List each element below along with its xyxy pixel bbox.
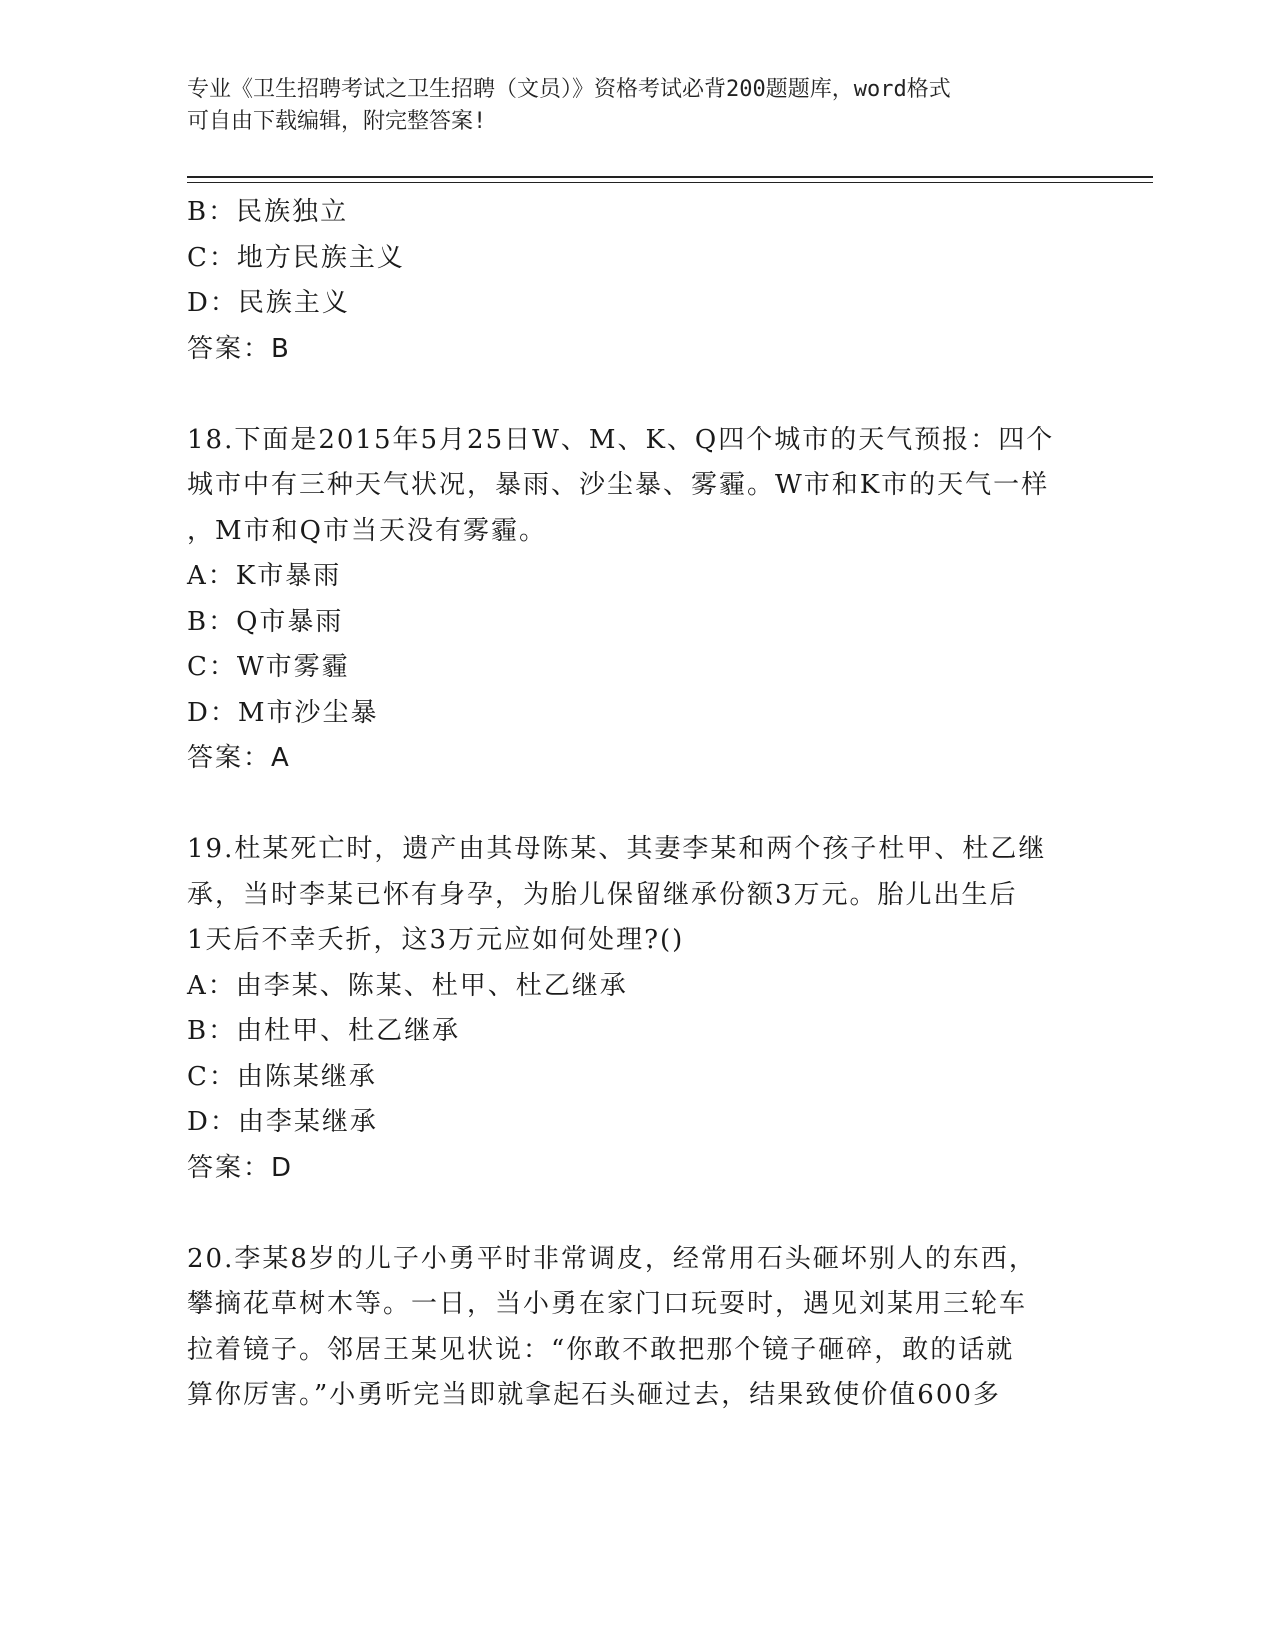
header-divider-thick bbox=[187, 176, 1153, 178]
option-d: D：民族主义 bbox=[187, 288, 350, 318]
answer-line: 答案：B bbox=[187, 333, 291, 364]
question-19 bbox=[187, 827, 1087, 1191]
question-stem-line: 18.下面是2015年5月25日W、M、K、Q四个城市的天气预报：四个 bbox=[187, 424, 1055, 455]
question-stem-line: 拉着镜子。邻居王某见状说：“你敢不敢把那个镜子砸碎，敢的话就 bbox=[187, 1334, 1015, 1365]
option-c: C：W市雾霾 bbox=[187, 652, 350, 682]
question-stem-line: ，M市和Q市当天没有雾霾。 bbox=[187, 515, 547, 546]
header-line-2: 可自由下载编辑，附完整答案! bbox=[187, 109, 487, 134]
option-a: A：K市暴雨 bbox=[187, 561, 342, 591]
option-b: B：Q市暴雨 bbox=[187, 606, 344, 637]
answer-line: 答案：A bbox=[187, 743, 291, 773]
header-line-1: 专业《卫生招聘考试之卫生招聘（文员）》资格考试必背200题题库，word格式 bbox=[187, 77, 951, 102]
option-c: C：地方民族主义 bbox=[187, 242, 405, 273]
question-stem-line: 20.李某8岁的儿子小勇平时非常调皮，经常用石头砸坏别人的东西， bbox=[187, 1243, 1037, 1274]
question-20 bbox=[187, 1237, 1087, 1419]
option-d: D：由李某继承 bbox=[187, 1107, 378, 1137]
option-b: B：由杜甲、杜乙继承 bbox=[187, 1016, 461, 1046]
option-d: D：M市沙尘暴 bbox=[187, 697, 379, 728]
question-stem-line: 1天后不幸夭折，这3万元应如何处理?() bbox=[187, 925, 685, 955]
option-b: B：民族独立 bbox=[187, 197, 349, 227]
question-stem-line: 攀摘花草树木等。一日，当小勇在家门口玩耍时，遇见刘某用三轮车 bbox=[187, 1289, 1028, 1319]
header-divider-thin bbox=[187, 182, 1153, 183]
question-stem-line: 承，当时李某已怀有身孕，为胎儿保留继承份额3万元。胎儿出生后 bbox=[187, 879, 1018, 910]
question-18 bbox=[187, 418, 1087, 782]
document-body bbox=[187, 190, 1087, 1419]
question-stem-line: 算你厉害。”小勇听完当即就拿起石头砸过去，结果致使价值600多 bbox=[187, 1380, 1001, 1410]
answer-line: 答案：D bbox=[187, 1152, 294, 1183]
option-c: C：由陈某继承 bbox=[187, 1061, 377, 1092]
question-stem-line: 19.杜某死亡时，遗产由其母陈某、其妻李某和两个孩子杜甲、杜乙继 bbox=[187, 834, 1047, 864]
document-header bbox=[187, 74, 1087, 138]
question-17 bbox=[187, 190, 1087, 372]
question-stem-line: 城市中有三种天气状况，暴雨、沙尘暴、雾霾。W市和K市的天气一样 bbox=[187, 470, 1050, 500]
option-a: A：由李某、陈某、杜甲、杜乙继承 bbox=[187, 970, 628, 1001]
